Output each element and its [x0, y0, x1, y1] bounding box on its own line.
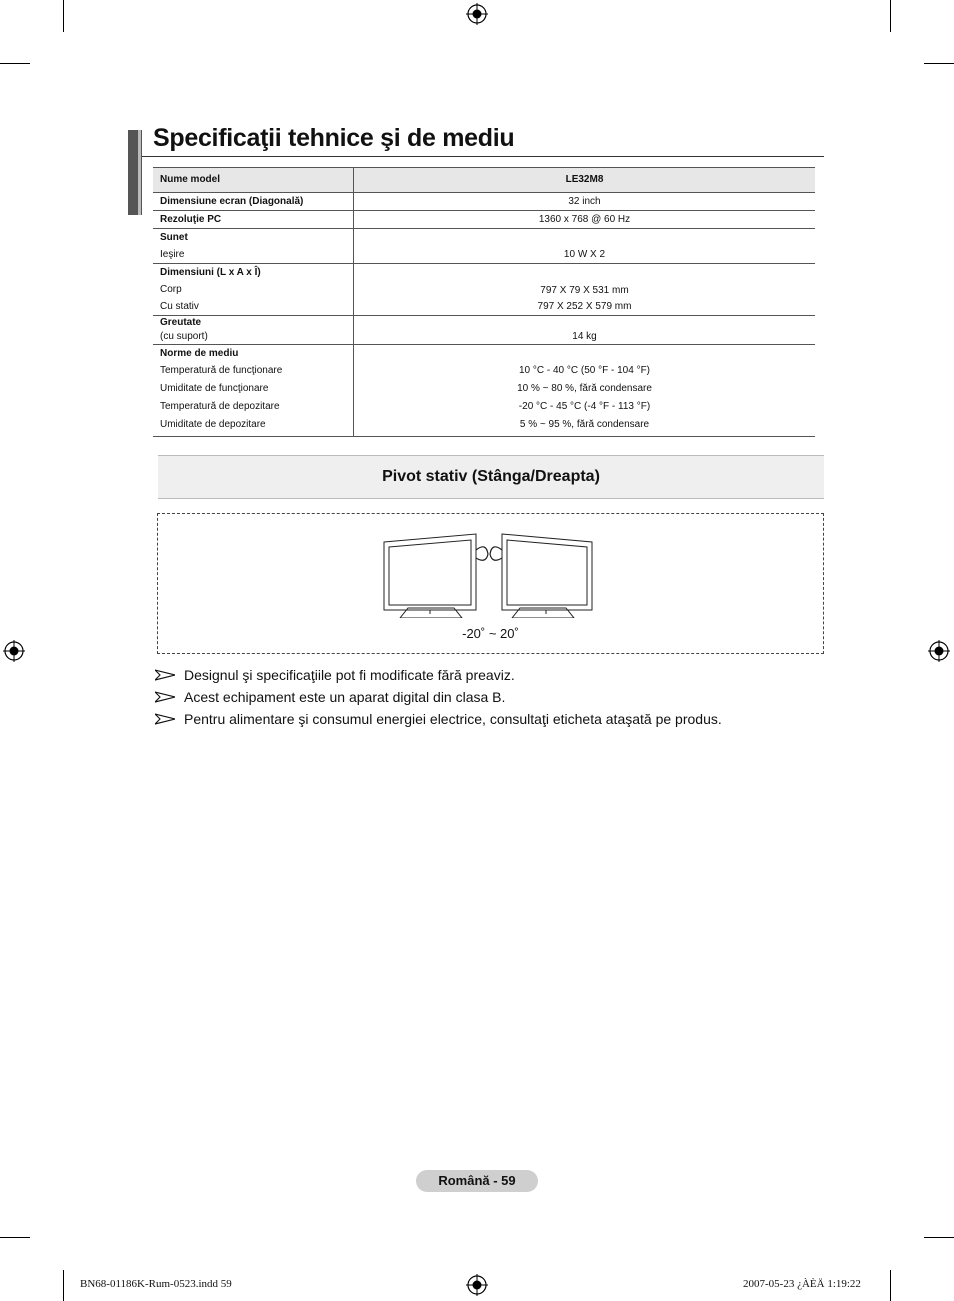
- table-row: [153, 211, 815, 229]
- table-row: [153, 264, 815, 316]
- note-text: Pentru alimentare şi consumul energiei electrice, consultaţi eticheta ataşată pe produs.: [184, 711, 722, 727]
- arrow-right-icon: [155, 713, 175, 725]
- row-value: 32 inch: [568, 196, 601, 207]
- row-sublabel: Corp: [160, 284, 182, 295]
- registration-mark-icon: [928, 640, 950, 662]
- arrow-right-icon: [155, 669, 175, 681]
- row-sublabel: Umiditate de funcţionare: [160, 383, 269, 394]
- file-slug: BN68-01186K-Rum-0523.indd 59: [80, 1278, 232, 1290]
- row-label: Rezoluţie PC: [160, 214, 222, 225]
- row-value: 797 X 79 X 531 mm: [540, 285, 629, 296]
- header-label: Nume model: [160, 174, 221, 185]
- row-value: -20 °C - 45 °C (-4 °F - 113 °F): [518, 401, 651, 412]
- table-row: [153, 316, 815, 345]
- pivot-angle-label: -20˚ ~ 20˚: [462, 626, 519, 641]
- row-label: Dimensiuni (L x A x Î): [160, 267, 261, 278]
- table-row: [153, 229, 815, 264]
- registration-mark-icon: [3, 640, 25, 662]
- pivot-illustration-box: [157, 513, 824, 654]
- registration-mark-icon: [466, 3, 488, 25]
- row-value: 797 X 252 X 579 mm: [537, 301, 632, 312]
- note-text: Designul şi specificaţiile pot fi modificate fără preaviz.: [184, 667, 515, 683]
- pivot-section-header: [158, 455, 824, 499]
- table-header-row: [153, 168, 815, 193]
- date-slug: 2007-05-23 ¿ÀÈÄ 1:19:22: [743, 1278, 861, 1290]
- row-value: 5 % ~ 95 %, fără condensare: [519, 419, 650, 430]
- row-sublabel: Umiditate de depozitare: [160, 419, 266, 430]
- row-sublabel: Ieşire: [160, 249, 185, 260]
- row-sublabel: Cu stativ: [160, 301, 199, 312]
- row-value: 14 kg: [572, 331, 597, 342]
- row-sublabel: (cu suport): [160, 331, 208, 342]
- row-label: Norme de mediu: [160, 348, 239, 359]
- tv-pivot-illustration: [380, 528, 596, 618]
- row-value: 10 % ~ 80 %, fără condensare: [517, 383, 652, 394]
- row-label: Sunet: [160, 232, 188, 243]
- row-sublabel: Temperatură de funcţionare: [160, 365, 283, 376]
- title-accent-bar: [138, 130, 141, 215]
- header-value: LE32M8: [565, 174, 604, 185]
- pivot-title: Pivot stativ (Stânga/Dreapta): [382, 468, 600, 485]
- table-row: [153, 345, 815, 437]
- row-label: Dimensiune ecran (Diagonală): [160, 196, 304, 207]
- row-label: Greutate: [160, 317, 202, 328]
- note-text: Acest echipament este un aparat digital din clasa B.: [184, 689, 506, 705]
- title-divider: [142, 156, 824, 157]
- table-row: [153, 193, 815, 211]
- registration-mark-icon: [466, 1274, 488, 1296]
- row-sublabel: Temperatură de depozitare: [160, 401, 280, 412]
- page-number-badge: Română - 59: [416, 1170, 538, 1192]
- arrow-right-icon: [155, 691, 175, 703]
- row-value: 1360 x 768 @ 60 Hz: [538, 214, 631, 225]
- row-value: 10 W X 2: [563, 249, 606, 260]
- page-title: Specificaţii tehnice şi de mediu: [153, 124, 515, 152]
- row-value: 10 °C - 40 °C (50 °F - 104 °F): [518, 365, 651, 376]
- spec-table: [153, 167, 815, 437]
